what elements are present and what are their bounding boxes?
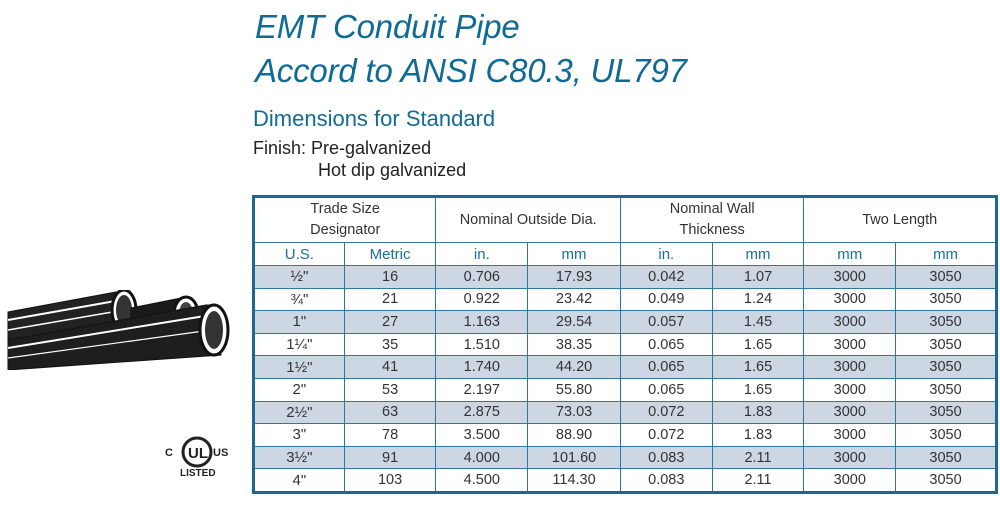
cell-wall-mm: 1.65 [712, 333, 804, 356]
svg-text:UL: UL [188, 445, 208, 462]
cell-wall-in: 0.083 [620, 469, 712, 493]
cell-length-1-mm: 3000 [804, 356, 896, 379]
table-row [254, 288, 997, 311]
cell-od-mm: 101.60 [528, 446, 621, 469]
cell-length-2-mm: 3050 [896, 333, 997, 356]
header-outside-dia: Nominal Outside Dia. [436, 197, 620, 243]
cell-metric-size: 103 [344, 469, 436, 493]
cell-od-in: 4.000 [436, 446, 528, 469]
standard-title: Accord to ANSI C80.3, UL797 [255, 52, 687, 89]
cell-length-1-mm: 3000 [804, 401, 896, 424]
cell-length-2-mm: 3050 [896, 356, 997, 379]
cell-od-in: 3.500 [436, 424, 528, 447]
page-title: EMT Conduit Pipe [255, 8, 520, 45]
cell-metric-size: 21 [344, 288, 436, 311]
cell-wall-in: 0.042 [620, 266, 712, 289]
svg-text:US: US [213, 447, 229, 459]
header-trade-size: Trade Size Designator [254, 197, 436, 243]
header-wall-thickness: Nominal Wall Thickness [620, 197, 803, 243]
cell-wall-in: 0.065 [620, 333, 712, 356]
cell-us-size: 1" [254, 311, 345, 334]
cell-length-1-mm: 3000 [804, 424, 896, 447]
subheader-wall-in: in. [620, 243, 712, 266]
cell-od-in: 0.922 [436, 288, 528, 311]
cell-us-size: 1½" [254, 356, 345, 379]
cell-length-1-mm: 3000 [804, 288, 896, 311]
header-two-length: Two Length [804, 197, 997, 243]
subheader-us: U.S. [254, 243, 345, 266]
table-row [254, 333, 997, 356]
cell-length-2-mm: 3050 [896, 266, 997, 289]
cell-wall-mm: 1.65 [712, 356, 804, 379]
cell-od-in: 2.875 [436, 401, 528, 424]
cell-wall-mm: 2.11 [712, 469, 804, 493]
finish-info [253, 137, 466, 181]
ul-certification-icon [162, 430, 232, 480]
cell-od-mm: 38.35 [528, 333, 621, 356]
table-row [254, 356, 997, 379]
table-row [254, 469, 997, 493]
cell-od-in: 2.197 [436, 378, 528, 401]
cell-length-2-mm: 3050 [896, 378, 997, 401]
table-row [254, 446, 997, 469]
subheader-od-mm: mm [528, 243, 621, 266]
unit-header-row [254, 243, 997, 266]
cell-length-1-mm: 3000 [804, 446, 896, 469]
cell-length-1-mm: 3000 [804, 266, 896, 289]
cell-length-2-mm: 3050 [896, 446, 997, 469]
cell-wall-mm: 2.11 [712, 446, 804, 469]
cell-us-size: 3½" [254, 446, 345, 469]
cell-length-1-mm: 3000 [804, 378, 896, 401]
cell-wall-mm: 1.45 [712, 311, 804, 334]
finish-line-1: Finish: Pre-galvanized [253, 138, 432, 158]
finish-line-2: Hot dip galvanized [318, 160, 467, 180]
cell-wall-in: 0.057 [620, 311, 712, 334]
table-row [254, 424, 997, 447]
cell-wall-mm: 1.65 [712, 378, 804, 401]
cell-length-2-mm: 3050 [896, 401, 997, 424]
cell-length-2-mm: 3050 [896, 469, 997, 493]
section-subtitle: Dimensions for Standard [253, 106, 496, 131]
cell-us-size: 3" [254, 424, 345, 447]
cell-wall-mm: 1.07 [712, 266, 804, 289]
cell-metric-size: 35 [344, 333, 436, 356]
cell-od-in: 1.740 [436, 356, 528, 379]
cell-metric-size: 53 [344, 378, 436, 401]
cell-us-size: 2½" [254, 401, 345, 424]
subheader-metric: Metric [344, 243, 436, 266]
table-body [254, 266, 997, 493]
group-header-row [254, 197, 997, 243]
cell-us-size: 4" [254, 469, 345, 493]
cell-length-1-mm: 3000 [804, 469, 896, 493]
cell-us-size: 1¼" [254, 333, 345, 356]
table-row [254, 311, 997, 334]
cell-metric-size: 16 [344, 266, 436, 289]
subheader-od-in: in. [436, 243, 528, 266]
cell-od-mm: 29.54 [528, 311, 621, 334]
cell-wall-mm: 1.83 [712, 401, 804, 424]
dimensions-table [252, 195, 998, 494]
cell-od-mm: 88.90 [528, 424, 621, 447]
cell-us-size: ½" [254, 266, 345, 289]
cell-od-in: 1.163 [436, 311, 528, 334]
cell-od-in: 4.500 [436, 469, 528, 493]
cell-od-mm: 17.93 [528, 266, 621, 289]
cell-wall-in: 0.065 [620, 356, 712, 379]
cell-od-mm: 44.20 [528, 356, 621, 379]
cell-length-1-mm: 3000 [804, 311, 896, 334]
cell-od-in: 0.706 [436, 266, 528, 289]
table-row [254, 401, 997, 424]
cell-wall-mm: 1.24 [712, 288, 804, 311]
subheader-wall-mm: mm [712, 243, 804, 266]
cell-us-size: 2" [254, 378, 345, 401]
cell-od-mm: 23.42 [528, 288, 621, 311]
cell-length-1-mm: 3000 [804, 333, 896, 356]
cell-od-mm: 73.03 [528, 401, 621, 424]
cell-length-2-mm: 3050 [896, 288, 997, 311]
cell-length-2-mm: 3050 [896, 311, 997, 334]
cell-od-mm: 55.80 [528, 378, 621, 401]
cell-metric-size: 63 [344, 401, 436, 424]
svg-text:C: C [165, 447, 173, 459]
cell-od-mm: 114.30 [528, 469, 621, 493]
cell-length-2-mm: 3050 [896, 424, 997, 447]
cell-metric-size: 91 [344, 446, 436, 469]
cell-us-size: ¾" [254, 288, 345, 311]
svg-text:LISTED: LISTED [180, 468, 216, 479]
cell-metric-size: 27 [344, 311, 436, 334]
cell-wall-in: 0.072 [620, 401, 712, 424]
cell-od-in: 1.510 [436, 333, 528, 356]
cell-wall-in: 0.049 [620, 288, 712, 311]
conduit-pipes-illustration [6, 290, 231, 370]
cell-wall-in: 0.072 [620, 424, 712, 447]
table-row [254, 378, 997, 401]
cell-metric-size: 41 [344, 356, 436, 379]
subheader-length1-mm: mm [804, 243, 896, 266]
subheader-length2-mm: mm [896, 243, 997, 266]
table-row [254, 266, 997, 289]
cell-wall-in: 0.065 [620, 378, 712, 401]
cell-metric-size: 78 [344, 424, 436, 447]
ul-listed-logo [162, 430, 232, 480]
cell-wall-in: 0.083 [620, 446, 712, 469]
cell-wall-mm: 1.83 [712, 424, 804, 447]
